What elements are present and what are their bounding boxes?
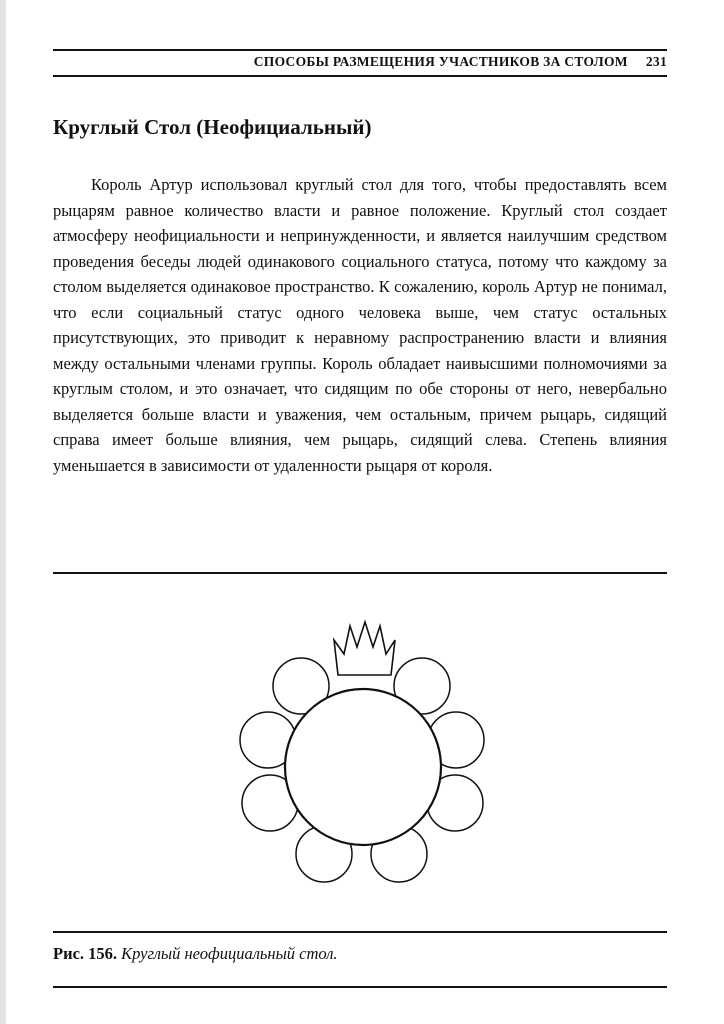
header-rule-top (53, 49, 667, 51)
page-edge (0, 0, 6, 1024)
round-table (285, 689, 441, 845)
caption-rule-bottom (53, 986, 667, 988)
round-table-figure (53, 612, 667, 912)
figure-rule-top (53, 572, 667, 574)
figure-label: Рис. 156. (53, 944, 118, 963)
section-heading: Круглый Стол (Неофициальный) (53, 115, 372, 139)
header-rule-bottom (53, 75, 667, 77)
body-paragraph: Король Артур использовал круглый стол для того, чтобы предоставлять всем рыцарям равное количество власти и равное положение. Круглый стол создает атмосферу неофициальности и непринужденности, и является наилучшим средством проведения беседы людей одинакового социального статуса, потому что каждому за столом выделяется одинаковое пространство. К сожалению, король Артур не понимал, что если социальный статус одного человека выше, чем статус остальных присутствующих, это приводит к неравному распространению власти и влияния между остальными членами группы. Король обладает наивысшими полномочиями за круглым столом, и это означает, что сидящим по обе стороны от него, невербально выделяется больше власти и уважения, чем остальным, причем рыцарь, сидящий справа имеет больше влияния, чем рыцарь, сидящий слева. Степень влияния уменьшается в зависимости от удаленности рыцаря от короля. (53, 175, 667, 475)
running-head (53, 54, 667, 74)
caption-rule-top (53, 931, 667, 933)
crown-icon (334, 622, 395, 675)
round-table-diagram (53, 612, 667, 912)
figure-caption-text: Круглый неофициальный стол. (121, 944, 338, 963)
running-head-title: СПОСОБЫ РАЗМЕЩЕНИЯ УЧАСТНИКОВ ЗА СТОЛОМ (253, 54, 628, 69)
figure-caption (53, 944, 338, 964)
page-number: 231 (645, 54, 667, 69)
